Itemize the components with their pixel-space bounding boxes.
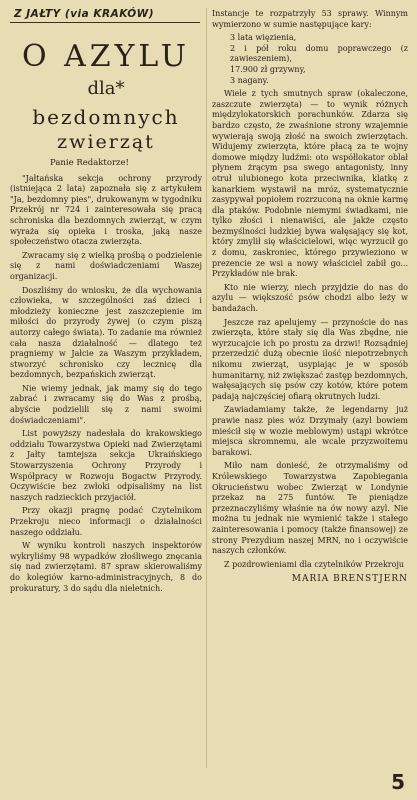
kicker-rule xyxy=(10,22,200,23)
paragraph: W wyniku kontroli naszych inspektorów wykryliśmy 98 wypadków złośliwego znęcania się nad zwierzętami. 87 spraw skierowaliśmy do kolegiów karno-administracyjnych, 8 do prokuratury, 3 do sądu dla nieletnich. xyxy=(10,541,202,593)
list-item: 3 nagany. xyxy=(230,75,269,85)
paragraph: Z pozdrowieniami dla czytelników Przekroju xyxy=(224,559,405,569)
right-column xyxy=(212,9,408,585)
headline-line-2: dla* xyxy=(87,78,125,99)
list-item: 2 i pół roku domu poprawczego (z zawieszeniem), xyxy=(230,43,408,64)
section-kicker: Z JAŁTY (via KRAKÓW) xyxy=(14,8,155,20)
paragraph: Instancje te rozpatrzyły 53 sprawy. Winnym wymierzono w sumie następujące kary: xyxy=(212,9,408,29)
paragraph: Miło nam donieść, że otrzymaliśmy od Królewskiego Towarzystwa Zapobiegania Okrucieństwu wobec Zwierząt w Londynie przekaz na 275 funtów. Te pieniądze przeznaczyliśmy właśnie na ów nowy azyl. Nie można tu jednak nie wymienić także i stałego zainteresowania i pomocy (także finansowej) ze strony Prezydium naszej MRN, no i oczywiście naszych członków. xyxy=(212,461,408,556)
greeting: Panie Redaktorze! xyxy=(50,158,129,168)
penalty-list xyxy=(230,33,408,86)
paragraph: Przy okazji pragnę podać Czytelnikom Przekroju nieco informacji o działalności naszego oddziału. xyxy=(10,506,202,537)
left-column xyxy=(10,158,202,597)
paragraph: List powyższy nadesłała do krakowskiego oddziału Towarzystwa Opieki nad Zwierzętami z Jałty tamtejsza sekcja Ukraińskiego Stowarzyszenia Ochrony Przyrody i Współpracy w Rozwoju Bogactw Przyrody. Oczywiście bez zwłoki odpisaliśmy na list naszych radzieckich przyjaciół. xyxy=(10,429,202,502)
article-headline xyxy=(10,40,202,154)
paragraph: Zawiadamiamy także, że legendarny już prawie nasz pies wóz Drzymały (azyl bowiem mieścił się w wozie meblowym) ustąpi wkrótce miejsca skromnemu, ale wcale przyzwoitemu barakowi. xyxy=(212,405,408,457)
headline-line-1: O AZYLU xyxy=(21,39,190,74)
paragraph: Doszliśmy do wniosku, że dla wychowania człowieka, w szczególności zaś dzieci i młodzieży konieczne jest zaszczepienie im miłości do przyrody żywej (o czym piszą autorzy całego świata). To zadanie ma również cała nasza działalność — dlatego też pragniemy w Jałcie za Waszym przykładem, stworzyć schronisko czy lecznicę dla bezdomnych, bezpańskich zwierząt. xyxy=(10,285,202,380)
paragraph: "Jałtańska sekcja ochrony przyrody (istniejąca 2 lata) zapoznała się z artykułem "Ja, bezdomny pies", drukowanym w tygodniku Przekrój nr 724 i zainteresowała się pracą schroniska dla bezdomnych zwierząt, w czym wyraża się opieka i troska, jaką nasze społeczeństwo otacza zwierzęta. xyxy=(10,173,202,247)
headline-line-3: bezdomnych xyxy=(32,105,180,129)
paragraph: Nie wiemy jednak, jak mamy się do tego zabrać i zwracamy się do Was z prośbą, abyście podzielili się z nami swoimi doświadczeniami". xyxy=(10,383,202,425)
column-divider xyxy=(206,8,207,768)
paragraph: Jeszcze raz apelujemy — przynoście do nas zwierzęta, które stały się dla Was zbędne, nie wyrzucajcie ich po prostu za drzwi! Rozsądniej przerzedzić dużą obecnie ilość niepotrzebnych nikomu zwierząt, usypiając je w sposób humanitarny, niż zwiększać zastęp bezdomnych, wałęsających się psów czy kotów, które potem padają najczęściej ofiarą okrutnych ludzi. xyxy=(212,317,408,401)
paragraph: Zwracamy się z wielką prośbą o podzielenie się z nami doświadczeniami Waszej organizacji. xyxy=(10,250,202,281)
list-item: 17.900 zł grzywny, xyxy=(230,64,306,74)
paragraph: Kto nie wierzy, niech przyjdzie do nas do azylu — większość psów chodzi albo leży w bandażach. xyxy=(212,282,408,314)
paragraph: Wiele z tych smutnych spraw (okaleczone, zaszczute zwierzęta) — to wynik różnych międzylokatorskich porachunków. Zdarza się bardzo często, że zwaśnione strony wzajemnie wywierają swoją złość na swoich zwierzętach. Widujemy zwierzęta, które płacą za te wojny domowe między ludźmi: oto współlokator oblał płynem żrącym psa swego antagonisty, inny otruł ulubionego kota przeciwnika, klatkę z kanarkiem wystawił na mróz, systematycznie zasypywał popiołem rozrzuconą na oknie karmę dla ptaków. Podobnie niemymi świadkami, nie tylko złości i nienawiści, ale jakże często bezmyślności ludzkiej bywa wałęsający się kot, który zmylił się właścicielowi, więc wyrzucił go z domu, zaskroniec, którego przywieziono w prezencie ze wsi a nowy właściciel zabił go... Przykładów nie brak. xyxy=(212,89,408,279)
headline-line-4: zwierząt xyxy=(57,131,155,153)
page-number: 5 xyxy=(391,770,405,794)
author-signature: MARIA BRENSTJERN xyxy=(291,574,408,585)
list-item: 3 lata więzienia, xyxy=(230,33,297,43)
